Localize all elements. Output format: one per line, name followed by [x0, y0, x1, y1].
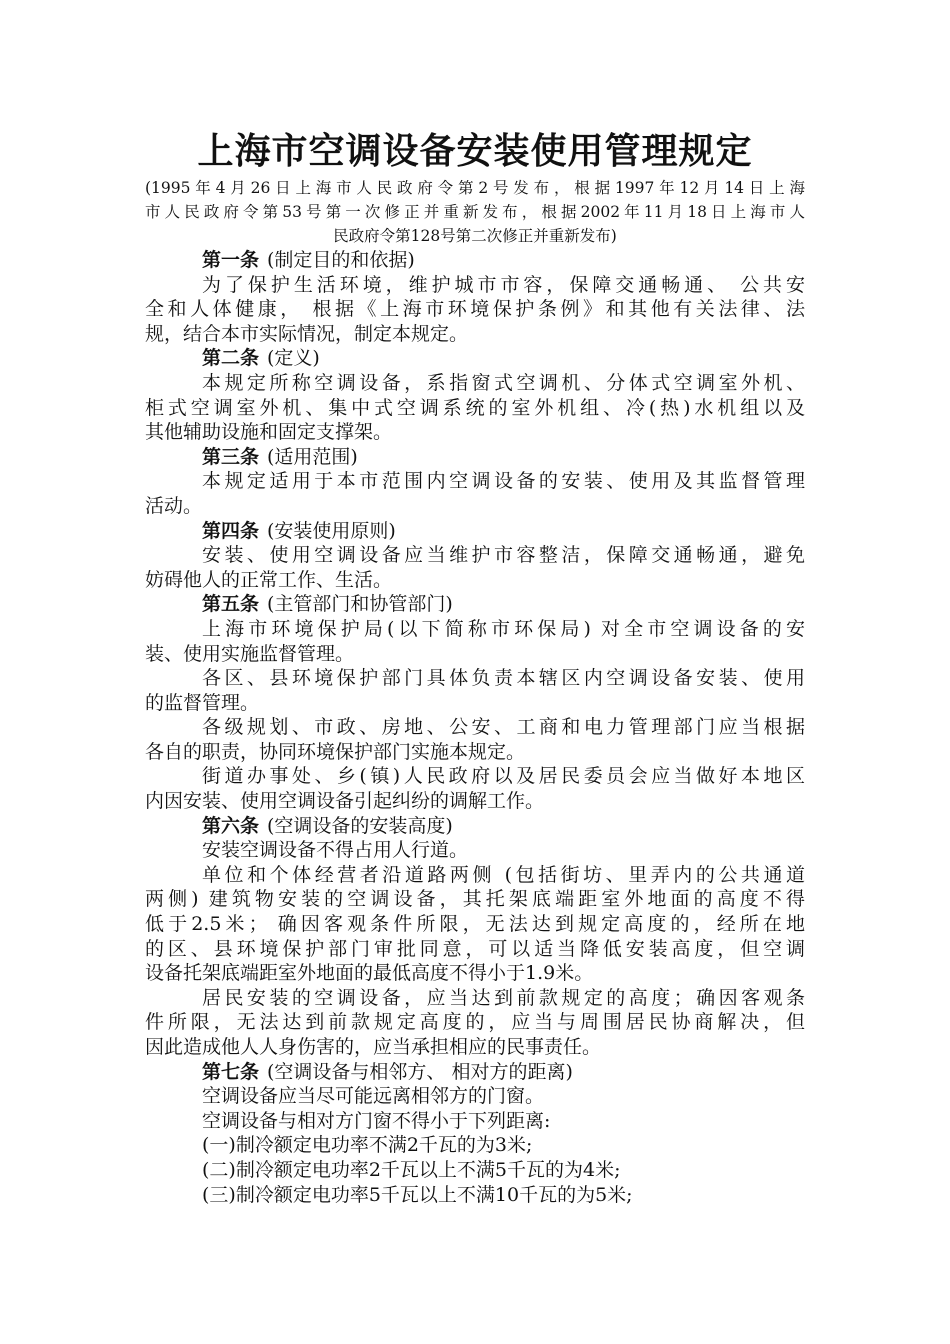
document-body — [145, 248, 805, 1207]
paragraph-line: 的监督管理。 — [145, 691, 260, 714]
article-heading — [145, 346, 805, 371]
article-paragraph — [145, 617, 805, 666]
article-paragraph — [145, 838, 805, 863]
paragraph-line: 件所限，无法达到前款规定高度的，应当与周围居民协商解决，但 — [145, 1011, 805, 1034]
paragraph-line: 街道办事处、乡(镇)人民政府以及居民委员会应当做好本地区 — [202, 765, 805, 788]
paragraph-line: 活动。 — [145, 494, 203, 517]
article-list-item — [145, 1158, 805, 1183]
paragraph-line: 上海市环境保护局(以下简称市环保局) 对全市空调设备的安 — [202, 617, 805, 640]
subtitle-line: 民政府令第128号第二次修正并重新发布) — [333, 227, 617, 245]
paragraph-line: 规，结合本市实际情况，制定本规定。 — [145, 322, 469, 345]
article-topic: (主管部门和协管部门) — [267, 593, 453, 616]
article-paragraph — [145, 715, 805, 764]
paragraph-line: 因此造成他人人身伤害的，应当承担相应的民事责任。 — [145, 1036, 602, 1058]
article-number: 第七条 — [202, 1060, 260, 1083]
paragraph-line: 各自的职责，协同环境保护部门实施本规定。 — [145, 740, 526, 763]
paragraph-line: 妨碍他人的正常工作、生活。 — [145, 568, 393, 591]
paragraph-line: 空调设备应当尽可能远离相邻方的门窗。 — [202, 1085, 545, 1108]
article-paragraph — [145, 543, 805, 592]
paragraph-line: (一)制冷额定电功率不满2千瓦的为3米; — [202, 1134, 533, 1157]
article-topic: (定义) — [267, 347, 320, 370]
article-paragraph — [145, 666, 805, 715]
paragraph-line: 其他辅助设施和固定支撑架。 — [145, 421, 393, 444]
article-paragraph — [145, 863, 805, 986]
article-paragraph — [145, 371, 805, 445]
paragraph-line: 安装空调设备不得占用人行道。 — [202, 839, 469, 862]
paragraph-line: 装、使用实施监督管理。 — [145, 642, 355, 665]
subtitle-line: (1995年4月26日上海市人民政府令第2号发布，根据1997年12月14日上海 — [145, 179, 805, 197]
paragraph-line: 各区、县环境保护部门具体负责本辖区内空调设备安装、使用 — [202, 667, 805, 690]
document-title: 上海市空调设备安装使用管理规定 — [197, 130, 753, 172]
paragraph-line: 居民安装的空调设备，应当达到前款规定的高度；确因客观条 — [202, 986, 805, 1009]
paragraph-line: 各级规划、市政、房地、公安、工商和电力管理部门应当根据 — [202, 716, 805, 739]
article-heading — [145, 445, 805, 470]
article-topic: (适用范围) — [267, 445, 358, 468]
article-number: 第三条 — [202, 445, 260, 468]
article-topic: (空调设备与相邻方、 相对方的距离) — [267, 1060, 573, 1083]
article-paragraph — [145, 469, 805, 518]
paragraph-line: 为了保护生活环境，维护城市市容，保障交通畅通、 公共安 — [202, 273, 805, 296]
article-number: 第二条 — [202, 347, 260, 370]
article-heading — [145, 592, 805, 617]
article-topic: (安装使用原则) — [267, 519, 396, 542]
article-number: 第六条 — [202, 814, 260, 837]
article-number: 第四条 — [202, 519, 260, 542]
paragraph-line: 本规定适用于本市范围内空调设备的安装、使用及其监督管理 — [202, 470, 805, 493]
article-heading — [145, 519, 805, 544]
article-paragraph — [145, 764, 805, 813]
paragraph-line: 单位和个体经营者沿道路两侧 (包括街坊、里弄内的公共通道 — [202, 863, 805, 886]
paragraph-line: 的区、县环境保护部门审批同意，可以适当降低安装高度，但空调 — [145, 937, 805, 960]
article-list-item — [145, 1183, 805, 1208]
document-subtitle — [145, 176, 805, 248]
article-list-item — [145, 1133, 805, 1158]
paragraph-line: (三)制冷额定电功率5千瓦以上不满10千瓦的为5米; — [202, 1183, 633, 1206]
document-page — [145, 128, 805, 1207]
article-number: 第五条 — [202, 593, 260, 616]
paragraph-line: 内因安装、使用空调设备引起纠纷的调解工作。 — [145, 790, 545, 813]
paragraph-line: 安装、使用空调设备应当维护市容整洁，保障交通畅通，避免 — [202, 544, 805, 567]
paragraph-line: 设备托架底端距室外地面的最低高度不得小于1.9米。 — [145, 962, 594, 985]
paragraph-line: 两侧) 建筑物安装的空调设备，其托架底端距室外地面的高度不得 — [145, 888, 805, 911]
article-heading — [145, 814, 805, 839]
article-paragraph — [145, 273, 805, 347]
article-topic: (制定目的和依据) — [267, 249, 415, 271]
article-number: 第一条 — [202, 249, 260, 271]
paragraph-line: 本规定所称空调设备，系指窗式空调机、分体式空调室外机、 — [202, 371, 805, 394]
article-paragraph — [145, 1084, 805, 1109]
paragraph-line: 全和人体健康， 根据《上海市环境保护条例》和其他有关法律、法 — [145, 298, 805, 321]
subtitle-line: 市人民政府令第53号第一次修正并重新发布，根据2002年11月18日上海市人 — [145, 203, 805, 221]
paragraph-line: 空调设备与相对方门窗不得小于下列距离: — [202, 1109, 551, 1132]
article-heading — [145, 248, 805, 273]
article-topic: (空调设备的安装高度) — [267, 814, 453, 837]
paragraph-line: 柜式空调室外机、集中式空调系统的室外机组、冷(热)水机组以及 — [145, 396, 805, 419]
paragraph-line: (二)制冷额定电功率2千瓦以上不满5千瓦的为4米; — [202, 1158, 621, 1181]
paragraph-line: 低于2.5米； 确因客观条件所限，无法达到规定高度的，经所在地 — [145, 913, 805, 936]
article-paragraph — [145, 986, 805, 1060]
article-heading — [145, 1060, 805, 1085]
article-paragraph — [145, 1109, 805, 1134]
